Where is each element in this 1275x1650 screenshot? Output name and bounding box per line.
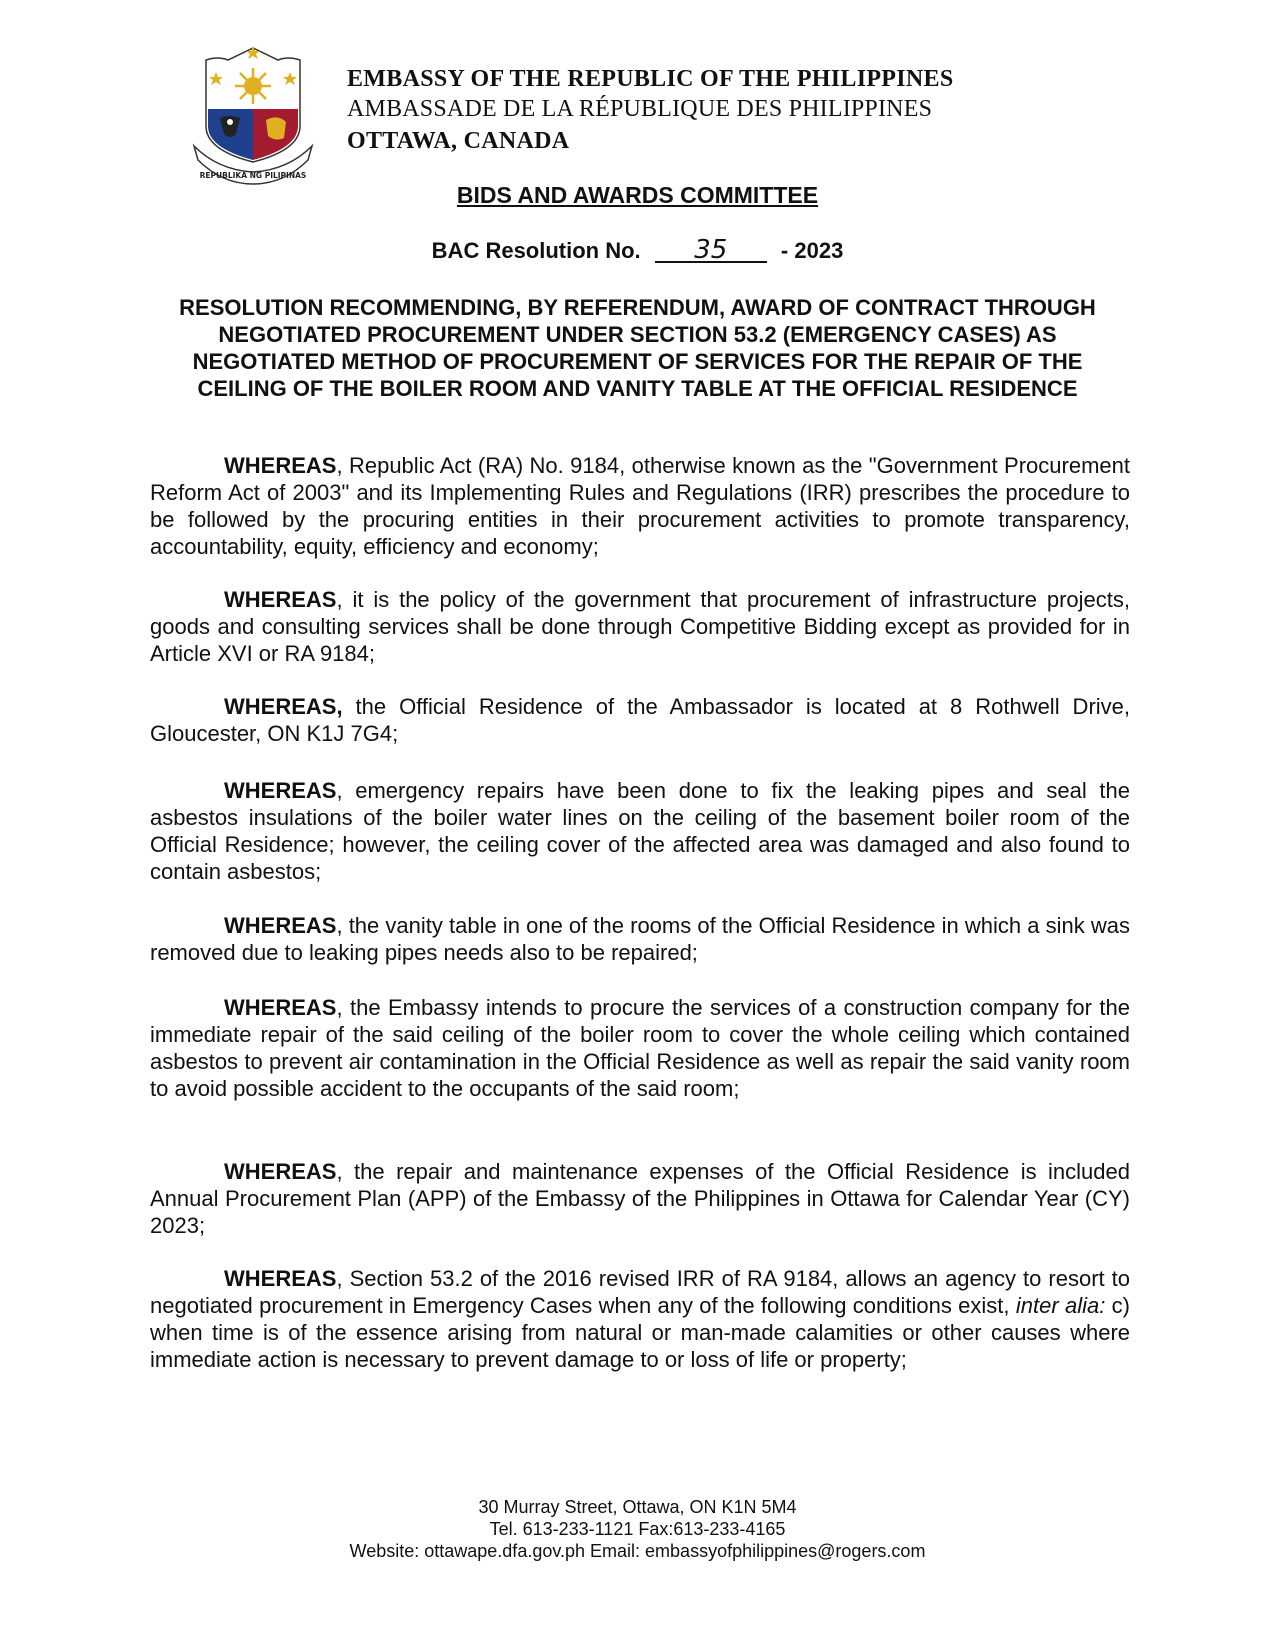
resolution-number-line bbox=[0, 235, 1275, 265]
whereas-paragraph-6 bbox=[150, 994, 1130, 1102]
whereas-lead: WHEREAS bbox=[224, 778, 337, 803]
embassy-location: OTTAWA, CANADA bbox=[347, 128, 570, 154]
letterhead-footer bbox=[0, 1496, 1275, 1562]
paragraph-text: , the vanity table in one of the rooms of the Official Residence in which a sink was removed due to leaking pipes needs also to be repaired; bbox=[150, 913, 1130, 965]
letterhead bbox=[347, 64, 954, 158]
whereas-lead: WHEREAS bbox=[224, 913, 337, 938]
whereas-paragraph-1 bbox=[150, 452, 1130, 560]
resolution-label: BAC Resolution No. bbox=[431, 238, 641, 263]
paragraph-text: , Republic Act (RA) No. 9184, otherwise known as the "Government Procurement Reform Act of 2003" and its Implementing Rules and Regulations (IRR) prescribes the procedure to be followed by the procuring entities in their procurement activities to promote transparency, accountability, equity, efficiency and economy; bbox=[150, 453, 1130, 559]
resolution-title: RESOLUTION RECOMMENDING, BY REFERENDUM, AWARD OF CONTRACT THROUGH NEGOTIATED PROCUREMENT UNDER SECTION 53.2 (EMERGENCY CASES) AS NEGOTIATED METHOD OF PROCUREMENT OF SERVICES FOR THE REPAIR OF THE CEILING OF THE BOILER ROOM AND VANITY TABLE AT THE OFFICIAL RESIDENCE bbox=[179, 295, 1096, 401]
whereas-paragraph-8 bbox=[150, 1265, 1130, 1373]
footer-address: 30 Murray Street, Ottawa, ON K1N 5M4 bbox=[478, 1497, 797, 1517]
paragraph-text: , it is the policy of the government that procurement of infrastructure projects, goods and consulting services shall be done through Competitive Bidding except as provided for in Article XVI or RA 9184; bbox=[150, 587, 1130, 666]
whereas-lead: WHEREAS bbox=[224, 453, 337, 478]
whereas-lead: WHEREAS bbox=[224, 1159, 337, 1184]
committee-heading: BIDS AND AWARDS COMMITTEE bbox=[456, 182, 819, 208]
coat-of-arms-seal bbox=[188, 38, 318, 188]
whereas-lead: WHEREAS bbox=[224, 995, 337, 1020]
footer-web-email: Website: ottawape.dfa.gov.ph Email: embassyofphilippines@rogers.com bbox=[349, 1541, 926, 1561]
embassy-name-fr: AMBASSADE DE LA RÉPUBLIQUE DES PHILIPPINES bbox=[347, 96, 933, 122]
whereas-paragraph-3 bbox=[150, 693, 1130, 747]
paragraph-text-continued: c) when time is of the essence arising from natural or man-made calamities or other causes where immediate action is necessary to prevent damage to or loss of life or property; bbox=[150, 1293, 1130, 1372]
embassy-name-en: EMBASSY OF THE REPUBLIC OF THE PHILIPPINES bbox=[347, 66, 954, 92]
whereas-paragraph-4 bbox=[150, 777, 1130, 885]
paragraph-text: , Section 53.2 of the 2016 revised IRR of RA 9184, allows an agency to resort to negotiated procurement in Emergency Cases when any of the following conditions exist, bbox=[150, 1266, 1130, 1318]
footer-phone: Tel. 613-233-1121 Fax:613-233-4165 bbox=[489, 1519, 786, 1539]
whereas-lead: WHEREAS, bbox=[224, 694, 343, 719]
resolution-number-handwritten: 35 bbox=[655, 239, 767, 263]
whereas-lead: WHEREAS bbox=[224, 587, 337, 612]
whereas-paragraph-7 bbox=[150, 1158, 1130, 1239]
paragraph-text: , emergency repairs have been done to fix the leaking pipes and seal the asbestos insulations of the boiler water lines on the ceiling of the basement boiler room of the Official Residence; however, the ceiling cover of the affected area was damaged and also found to contain asbestos; bbox=[150, 778, 1130, 884]
seal-scroll-text: REPUBLIKA NG PILIPINAS bbox=[199, 171, 307, 180]
paragraph-text: , the repair and maintenance expenses of the Official Residence is included Annual Procurement Plan (APP) of the Embassy of the Philippines in Ottawa for Calendar Year (CY) 2023; bbox=[150, 1159, 1130, 1238]
whereas-lead: WHEREAS bbox=[224, 1266, 337, 1291]
paragraph-italic: inter alia: bbox=[1015, 1293, 1106, 1318]
whereas-paragraph-2 bbox=[150, 586, 1130, 667]
whereas-paragraph-5 bbox=[150, 912, 1130, 966]
paragraph-text: , the Embassy intends to procure the services of a construction company for the immediate repair of the said ceiling of the boiler room to cover the whole ceiling which contained asbestos to prevent air contamination in the Official Residence as well as repair the said vanity room to avoid possible accident to the occupants of the said room; bbox=[150, 995, 1130, 1101]
paragraph-text: the Official Residence of the Ambassador is located at 8 Rothwell Drive, Gloucester, ON K1J 7G4; bbox=[150, 694, 1130, 746]
resolution-year: - 2023 bbox=[780, 238, 844, 263]
